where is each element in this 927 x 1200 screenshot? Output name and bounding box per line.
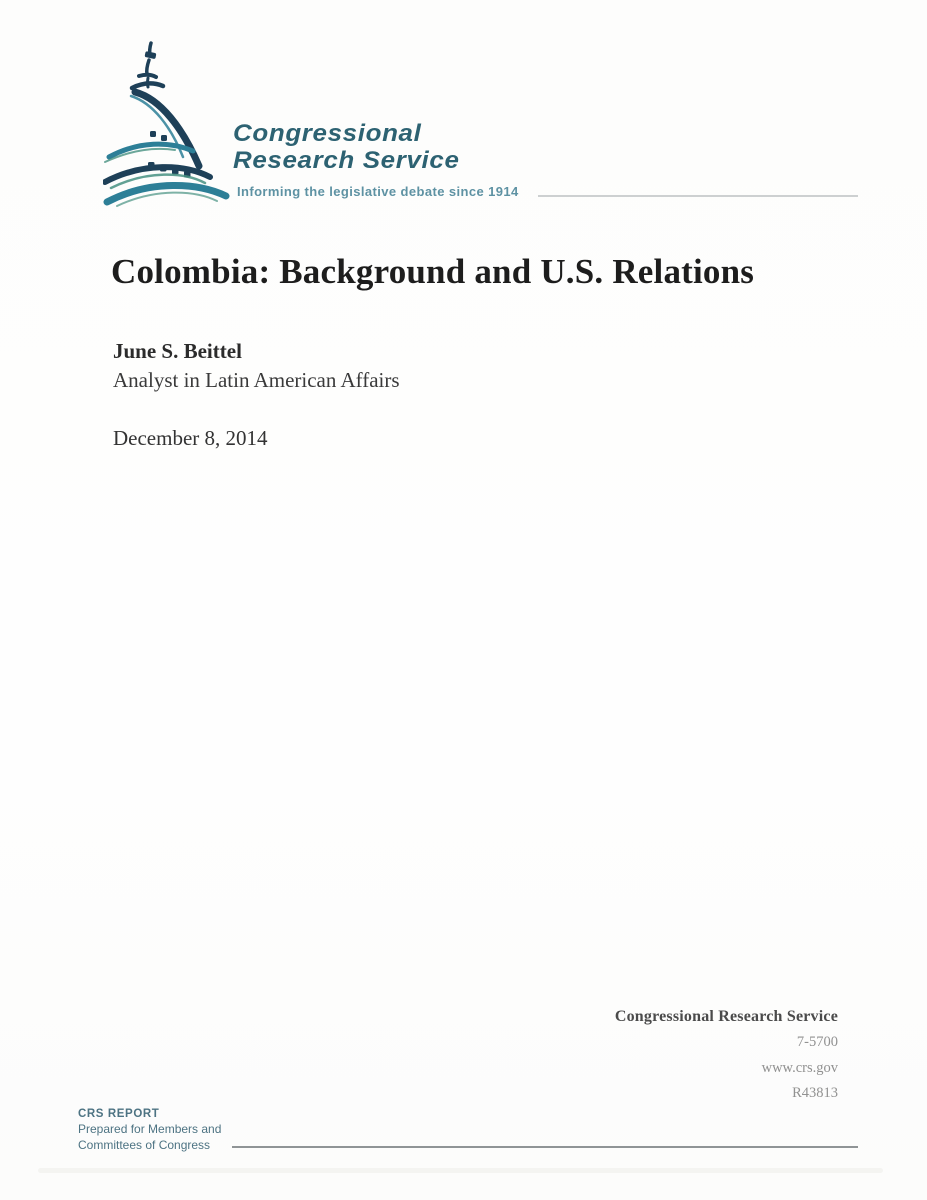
footer-rule <box>232 1146 858 1148</box>
header-rule <box>538 195 858 197</box>
prepared-for-line2: Committees of Congress <box>78 1137 211 1152</box>
footer-report-number: R43813 <box>792 1085 838 1101</box>
footer-designation-block <box>78 1106 221 1153</box>
crs-report-label: CRS REPORT <box>78 1108 160 1120</box>
capitol-dome-icon <box>103 36 235 208</box>
footer-org-name: Congressional Research Service <box>614 1008 838 1025</box>
author-name: June S. Beittel <box>113 339 242 363</box>
logo-tagline: Informing the legislative debate since 1914 <box>237 184 519 199</box>
footer-website: www.crs.gov <box>761 1059 838 1076</box>
author-role: Analyst in Latin American Affairs <box>113 368 400 392</box>
footer-phone: 7-5700 <box>796 1034 838 1050</box>
crs-logo <box>0 0 927 215</box>
logo-org-line2: Research Service <box>233 147 460 174</box>
logo-org-line1: Congressional <box>233 120 422 147</box>
scan-shadow-artifact <box>38 1168 883 1173</box>
report-title: Colombia: Background and U.S. Relations <box>111 252 755 291</box>
report-date: December 8, 2014 <box>113 426 268 450</box>
prepared-for-line1: Prepared for Members and <box>78 1122 222 1136</box>
footer-contact-block <box>615 1004 838 1107</box>
logo-org-name <box>233 120 460 174</box>
